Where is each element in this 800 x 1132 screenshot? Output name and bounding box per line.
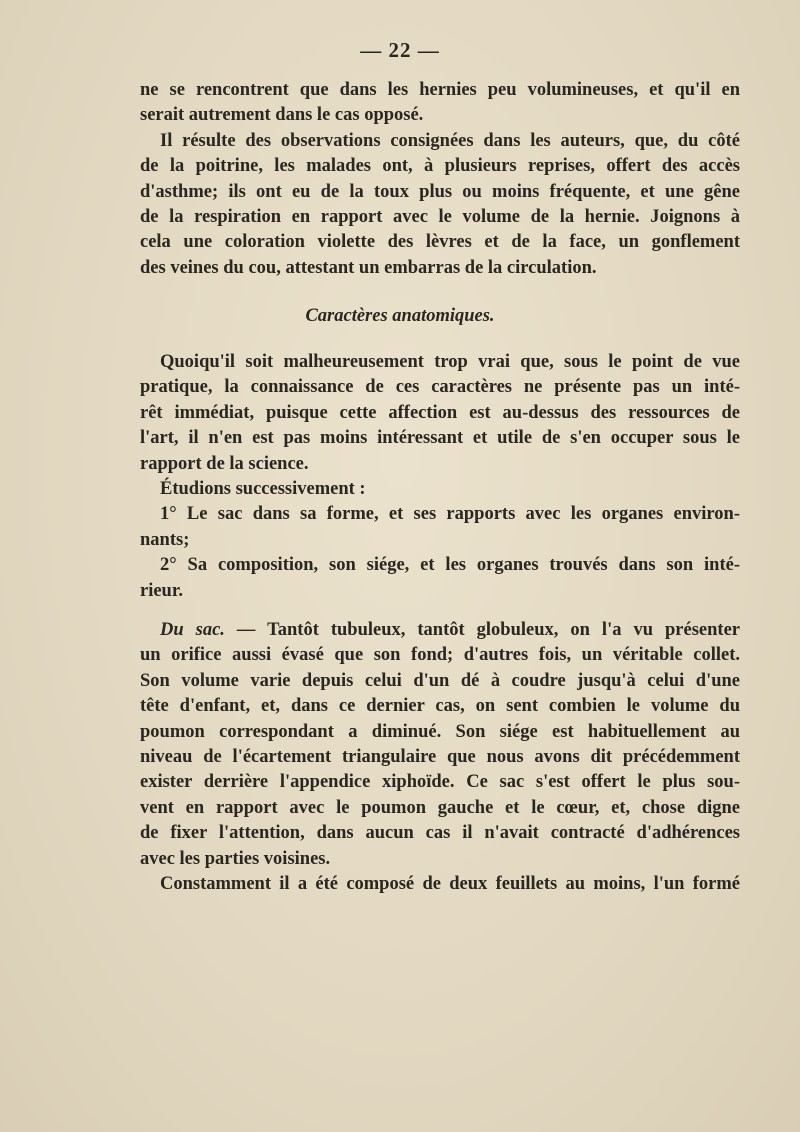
section-heading: Caractères anatomiques. — [305, 306, 495, 326]
text-line: nants; — [140, 529, 190, 550]
text-line: Constamment il a été composé de deux feuillets au moins, l'un formé — [160, 874, 740, 895]
text-line: Étudions successivement : — [160, 479, 366, 500]
text-line: 1° Le sac dans sa forme, et ses rapports avec les organes environ- — [160, 504, 740, 525]
text-line: rêt immédiat, puisque cette affection est au-dessus des ressources de — [140, 402, 740, 423]
text-line: niveau de l'écartement triangulaire que nous avons dit précédemment — [140, 747, 740, 768]
text-line: avec les parties voisines. — [140, 848, 331, 869]
text-line: de la poitrine, les malades ont, à plusieurs reprises, offert des accès — [140, 156, 740, 177]
text-line: un orifice aussi évasé que son fond; d'autres fois, un véritable collet. — [140, 645, 740, 666]
text-line: pratique, la connaissance de ces caractères ne présente pas un inté- — [140, 377, 740, 398]
run-in-heading: Du sac. — [160, 620, 225, 640]
text-line: tête d'enfant, et, dans ce dernier cas, on sent combien le volume du — [140, 696, 740, 717]
text-line: de la respiration en rapport avec le volume de la hernie. Joignons à — [140, 207, 740, 228]
paragraph-1-2 — [140, 78, 740, 281]
text-line: exister derrière l'appendice xiphoïde. Ce sac s'est offert le plus sou- — [140, 772, 740, 793]
text-line: rapport de la science. — [140, 453, 309, 474]
text-line: ne se rencontrent que dans les hernies peu volumineuses, et qu'il en — [140, 80, 740, 100]
text-line: Quoiqu'il soit malheureusement trop vrai que, sous le point de vue — [160, 352, 740, 372]
text-line: d'asthme; ils ont eu de la toux plus ou moins fréquente, et une gêne — [140, 181, 740, 202]
text-line: poumon correspondant a diminué. Son siége est habituellement au — [140, 721, 740, 742]
text-line: l'art, il n'en est pas moins intéressant et utile de s'en occuper sous le — [140, 428, 740, 449]
text-run: — Tantôt tubuleux, tantôt globuleux, on l'a vu présenter — [224, 620, 740, 640]
text-line: des veines du cou, attestant un embarras de la circulation. — [140, 257, 597, 278]
text-line — [140, 618, 740, 643]
text-line: Son volume varie depuis celui d'un dé à coudre jusqu'à celui d'une — [140, 670, 740, 691]
text-line: Il résulte des observations consignées dans les auteurs, que, du côté — [160, 130, 740, 151]
text-line: rieur. — [140, 580, 183, 601]
text-line: serait autrement dans le cas opposé. — [140, 105, 424, 126]
text-line: 2° Sa composition, son siége, et les organes trouvés dans son inté- — [160, 555, 740, 576]
paragraph-du-sac — [140, 618, 740, 897]
text-line: cela une coloration violette des lèvres et de la face, un gonflement — [140, 232, 740, 253]
paragraph-section-2 — [140, 350, 740, 604]
page-number: — 22 — — [360, 38, 440, 62]
text-line: de fixer l'attention, dans aucun cas il n'avait contracté d'adhérences — [140, 823, 740, 844]
text-line: vent en rapport avec le poumon gauche et le cœur, et, chose digne — [140, 797, 740, 818]
